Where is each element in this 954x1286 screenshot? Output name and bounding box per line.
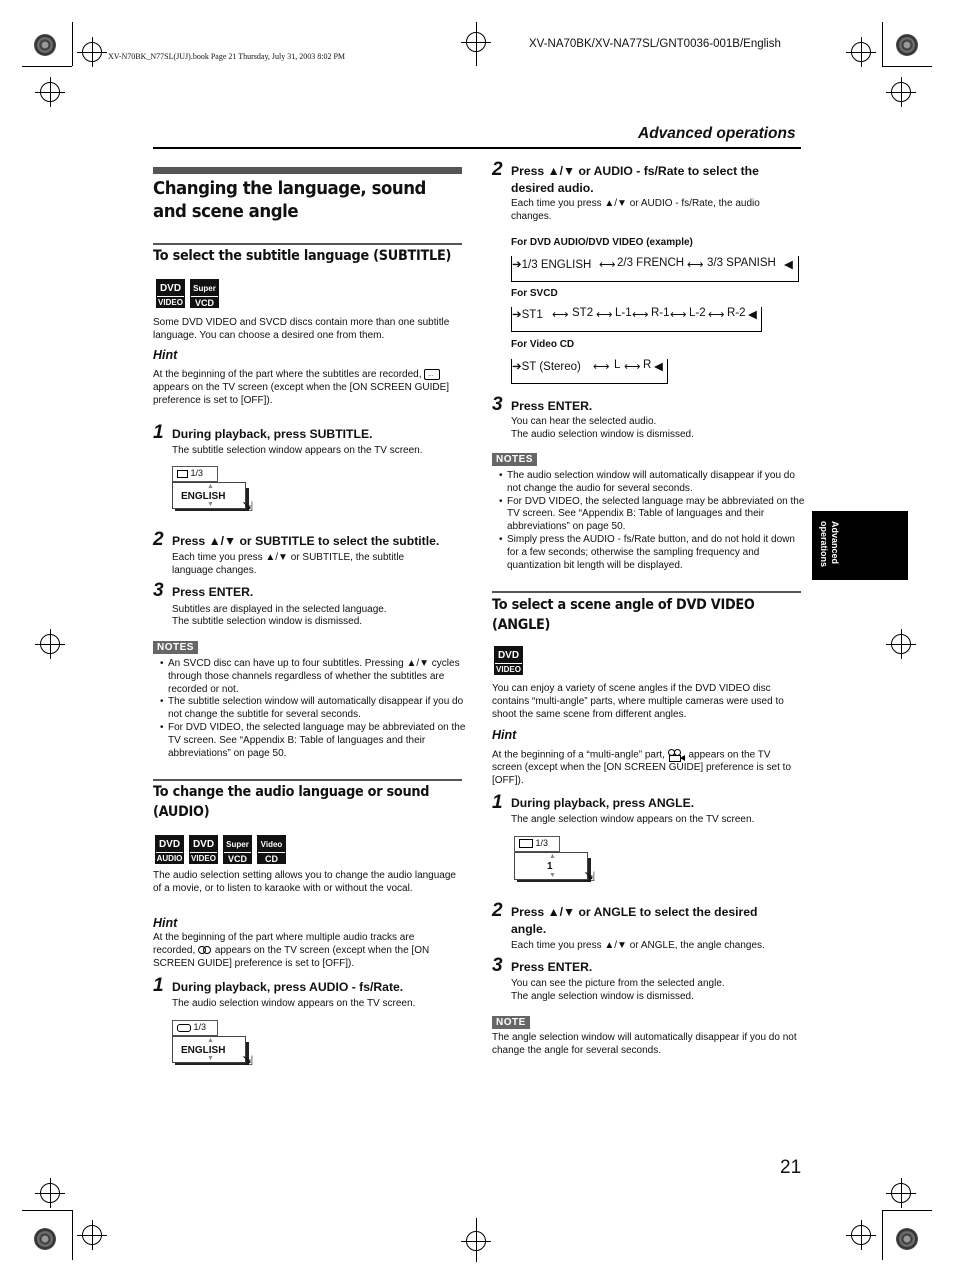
flow-arrow: ⟷ <box>624 361 641 373</box>
flow-arrow: ⟷ <box>599 259 616 271</box>
step-desc: The angle selection window appears on the TV screen. <box>511 814 755 825</box>
flow-dvd <box>511 256 799 282</box>
dvd-video-logo <box>156 279 185 308</box>
flow-item: ➔1/3 ENGLISH <box>512 259 592 271</box>
subtitle-hint-text <box>153 369 463 408</box>
step-title: Press ENTER. <box>511 399 593 413</box>
logo-top: Video <box>260 840 283 849</box>
flow-item: L <box>614 359 621 371</box>
angle-hint-text <box>492 749 802 788</box>
flow-arrow: ⟷ <box>593 361 610 373</box>
super-vcd-logo <box>190 279 219 308</box>
flow-item: 3/3 SPANISH <box>707 257 776 269</box>
angle-note: The angle selection window will automatically disappear if you do not change the angle for several seconds. <box>492 1032 797 1056</box>
flow-arrow: ⟷ <box>596 309 613 321</box>
hint-text-after: appears on the TV screen (except when the [ON SCREEN GUIDE] preference is set to [OFF]). <box>492 749 792 787</box>
osd-down-arrow: ▼ <box>549 872 556 879</box>
flow-arrow: ⟷ <box>708 309 725 321</box>
step-number: 1 <box>153 422 164 443</box>
hint-text-before: At the beginning of the part where multiple audio tracks are recorded, <box>153 932 415 956</box>
step-desc: Each time you press ▲/▼ or SUBTITLE, the subtitle language changes. <box>172 552 405 576</box>
note-item: • An SVCD disc can have up to four subtitles. Pressing ▲/▼ cycles through those channels regardless of whether the subtitles are recorded or not. <box>168 658 470 696</box>
flow-item: ➔ST (Stereo) <box>512 361 581 373</box>
flow-item: 2/3 FRENCH <box>617 257 685 269</box>
logo-bottom: CD <box>258 852 285 864</box>
subtitle-osd-icon <box>177 470 188 478</box>
color-disc-mark <box>34 34 56 56</box>
notes-badge: NOTES <box>492 453 537 466</box>
registration-mark <box>82 42 102 62</box>
registration-mark <box>891 1183 911 1203</box>
step-desc-2: The subtitle selection window is dismissed. <box>172 616 363 627</box>
flow-arrow: ⟷ <box>670 309 687 321</box>
section-rule <box>153 243 462 245</box>
flow-item: R-2 <box>727 307 746 319</box>
osd-counter-tab <box>514 836 560 852</box>
document-code: XV-NA70BK/XV-NA77SL/GNT0036-001B/English <box>529 38 781 50</box>
step-desc: You can hear the selected audio. <box>511 416 657 427</box>
step-desc: Each time you press ▲/▼ or AUDIO - fs/Rate, the audio changes. <box>511 198 760 222</box>
side-tab <box>812 511 908 580</box>
hint-text-after: appears on the TV screen (except when the [ON SCREEN GUIDE] preference is set to [OFF]). <box>153 944 430 969</box>
registration-mark <box>82 1225 102 1245</box>
note-item: • The audio selection window will automatically disappear if you do not change the audio for several seconds. <box>507 470 808 496</box>
registration-mark <box>851 1225 871 1245</box>
osd-up-arrow: ▲ <box>549 853 556 860</box>
audio-intro: The audio selection setting allows you to change the audio language of a movie, or to listen to karaoke with or without the vocal. <box>153 870 456 894</box>
subtitle-notes <box>160 658 470 760</box>
osd-down-arrow: ▼ <box>207 1055 214 1062</box>
header-rule <box>153 147 801 149</box>
audio-hint-text <box>153 932 458 970</box>
step-title: Press ▲/▼ or ANGLE to select the desired angle. <box>511 905 758 936</box>
color-disc-mark <box>896 1228 918 1250</box>
dvd-video-logo <box>494 646 523 675</box>
color-disc-mark <box>34 1228 56 1250</box>
cursor-icon: ⇲ <box>242 499 253 514</box>
audio-hint-label: Hint <box>153 916 178 930</box>
osd-counter-tab <box>172 1020 218 1036</box>
flow-arrow: ⟷ <box>632 309 649 321</box>
section-header: Advanced operations <box>638 125 796 142</box>
flow-item: R-1 <box>651 307 670 319</box>
note-item: • For DVD VIDEO, the selected language may be abbreviated on the TV screen. See “Appendix B: Table of languages and their abbreviations” on page 50. <box>507 496 808 534</box>
audio-notes <box>499 470 808 572</box>
osd-down-arrow: ▼ <box>207 501 214 508</box>
logo-bottom: VIDEO <box>158 298 183 307</box>
flow-label: For Video CD <box>511 339 575 350</box>
flow-item: L-2 <box>689 307 706 319</box>
flow-svcd <box>511 307 762 332</box>
cursor-icon: ⇲ <box>584 869 595 884</box>
step-title: Press ▲/▼ or AUDIO - fs/Rate to select the desired audio. <box>511 164 759 195</box>
logo-bottom: VCD <box>224 852 251 864</box>
dvd-video-logo <box>189 835 218 864</box>
registration-mark <box>891 634 911 654</box>
subtitle-icon: ... <box>424 369 440 380</box>
step-number: 2 <box>492 159 503 180</box>
step-number: 1 <box>153 975 164 996</box>
dvd-audio-logo <box>155 835 184 864</box>
audio-osd-icon <box>177 1024 191 1032</box>
flow-vcd <box>511 359 668 384</box>
osd-up-arrow: ▲ <box>207 1037 214 1044</box>
step-number: 3 <box>153 580 164 601</box>
angle-intro: You can enjoy a variety of scene angles if the DVD VIDEO disc contains “multi-angle” parts, where multiple cameras were used to shoot the same scene from different angles. <box>492 683 784 720</box>
logo-top: DVD <box>497 650 520 661</box>
logo-bottom: AUDIO <box>156 854 183 863</box>
logo-top: Super <box>193 284 216 293</box>
step-title: During playback, press AUDIO - fs/Rate. <box>172 980 404 994</box>
step-title: During playback, press ANGLE. <box>511 796 695 810</box>
step-desc: Subtitles are displayed in the selected language. <box>172 604 387 615</box>
logo-top: DVD <box>158 839 181 850</box>
side-tab-label: Advanced operations <box>819 521 840 568</box>
flow-arrow: ◀ <box>654 361 663 373</box>
flow-arrow: ◀ <box>784 259 793 271</box>
note-item: • The subtitle selection window will automatically disappear if you do not change the subtitle for several seconds. <box>168 696 470 722</box>
step-title: Press ENTER. <box>172 585 254 599</box>
title-bar <box>153 167 462 174</box>
step-desc: You can see the picture from the selected angle. <box>511 978 725 989</box>
step-number: 3 <box>492 955 503 976</box>
osd-counter: 1/3 <box>190 468 204 478</box>
subtitle-heading: To select the subtitle language (SUBTITLE) <box>153 248 452 264</box>
step-title: Press ▲/▼ or SUBTITLE to select the subtitle. <box>172 534 440 548</box>
subtitle-intro: Some DVD VIDEO and SVCD discs contain more than one subtitle language. You can choose a desired one from them. <box>153 317 450 341</box>
flow-arrow: ⟷ <box>687 259 704 271</box>
osd-value-box <box>172 1036 246 1063</box>
osd-value: ENGLISH <box>181 491 226 502</box>
step-desc: The audio selection window appears on the TV screen. <box>172 998 416 1009</box>
flow-arrow: ⟷ <box>552 309 569 321</box>
angle-heading: To select a scene angle of DVD VIDEO (ANGLE) <box>492 597 755 633</box>
logo-top: DVD <box>192 839 215 850</box>
step-desc-2: The angle selection window is dismissed. <box>511 991 694 1002</box>
audio-icon <box>198 946 212 954</box>
notes-badge: NOTES <box>153 641 198 654</box>
flow-item: R <box>643 359 652 371</box>
hint-text-before: At the beginning of a “multi-angle” part, <box>492 749 665 761</box>
hint-text-before: At the beginning of the part where the subtitles are recorded, <box>153 369 422 381</box>
step-number: 2 <box>153 529 164 550</box>
osd-value: 1 <box>547 861 553 872</box>
angle-osd-icon <box>519 839 533 848</box>
note-badge: NOTE <box>492 1016 530 1029</box>
video-cd-logo <box>257 835 286 864</box>
registration-mark <box>851 42 871 62</box>
step-number: 3 <box>492 394 503 415</box>
logo-bottom: VCD <box>191 296 218 308</box>
registration-mark <box>466 32 486 52</box>
step-desc: Each time you press ▲/▼ or ANGLE, the angle changes. <box>511 940 765 951</box>
step-desc: The subtitle selection window appears on the TV screen. <box>172 445 423 456</box>
subtitle-hint-label: Hint <box>153 348 178 362</box>
page-number: 21 <box>780 1157 802 1178</box>
flow-item: ➔ST1 <box>512 309 543 321</box>
color-disc-mark <box>896 34 918 56</box>
logo-top: Super <box>226 840 249 849</box>
cursor-icon: ⇲ <box>242 1053 253 1068</box>
hint-text-after: appears on the TV screen (except when the [ON SCREEN GUIDE] preference is set to [OFF]). <box>153 381 450 406</box>
logo-top: DVD <box>159 283 182 294</box>
section-rule <box>153 779 462 781</box>
flow-arrow: ◀ <box>748 309 757 321</box>
step-number: 2 <box>492 900 503 921</box>
step-title: During playback, press SUBTITLE. <box>172 427 373 441</box>
page-title: Changing the language, sound and scene angle <box>153 178 426 222</box>
osd-counter-tab <box>172 466 218 482</box>
osd-value-box <box>172 482 246 509</box>
registration-mark <box>891 82 911 102</box>
step-number: 1 <box>492 792 503 813</box>
osd-up-arrow: ▲ <box>207 483 214 490</box>
osd-counter: 1/3 <box>535 838 549 848</box>
print-info: XV-N70BK_N77SL(JUJ).book Page 21 Thursday, July 31, 2003 8:02 PM <box>108 52 346 61</box>
osd-value-box <box>514 852 588 880</box>
step-title: Press ENTER. <box>511 960 593 974</box>
registration-mark <box>40 634 60 654</box>
step-desc-2: The audio selection window is dismissed. <box>511 429 694 440</box>
osd-value: ENGLISH <box>181 1045 226 1056</box>
logo-bottom: VIDEO <box>191 854 216 863</box>
note-item: • For DVD VIDEO, the selected language may be abbreviated on the TV screen. See “Appendix B: Table of languages and their abbreviations” on page 50. <box>168 722 470 760</box>
registration-mark <box>40 1183 60 1203</box>
angle-camera-icon <box>668 749 686 761</box>
super-vcd-logo <box>223 835 252 864</box>
flow-item: ST2 <box>572 307 594 319</box>
logo-bottom: VIDEO <box>496 665 521 674</box>
registration-mark <box>466 1231 486 1251</box>
note-item: • Simply press the AUDIO - fs/Rate button, and do not hold it down for a few seconds; otherwise the sampling frequency and quantization bit length will be displayed. <box>507 534 808 572</box>
flow-label: For SVCD <box>511 288 558 299</box>
audio-heading: To change the audio language or sound (AUDIO) <box>153 784 430 820</box>
section-rule <box>492 591 801 593</box>
angle-hint-label: Hint <box>492 728 517 742</box>
flow-label: For DVD AUDIO/DVD VIDEO (example) <box>511 237 693 248</box>
registration-mark <box>40 82 60 102</box>
osd-counter: 1/3 <box>193 1022 207 1032</box>
flow-item: L-1 <box>615 307 632 319</box>
